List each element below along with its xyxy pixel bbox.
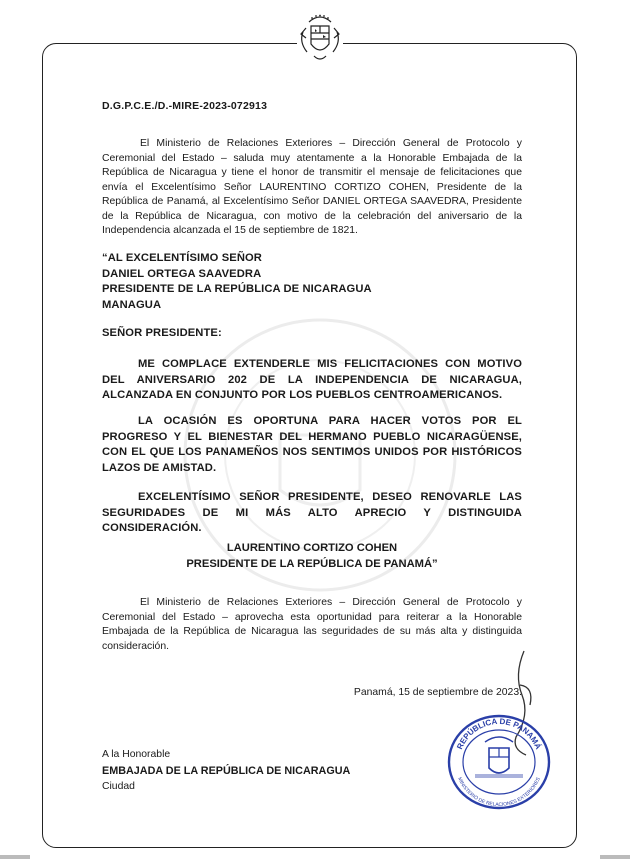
address-line: PRESIDENTE DE LA REPÚBLICA DE NICARAGUA [102, 283, 372, 296]
recipient-embassy: EMBAJADA DE LA REPÚBLICA DE NICARAGUA [102, 765, 351, 777]
address-line: “AL EXCELENTÍSIMO SEÑOR [102, 252, 262, 264]
recipient-block [102, 747, 350, 795]
signatory-name: LAURENTINO CORTIZO COHEN [226, 542, 398, 554]
document-date: Panamá, 15 de septiembre de 2023. [353, 687, 522, 698]
address-line: DANIEL ORTEGA SAAVEDRA [102, 267, 262, 280]
signature-block [102, 541, 522, 573]
recipient-line: A la Honorable [102, 749, 171, 760]
intro-paragraph: El Ministerio de Relaciones Exteriores – Dirección General de Protocolo y Ceremonial del Estado – saluda muy atentamente a la Honorable Embajada de la República de Nicaragua y tiene el honor de transmitir el mensaje de felicitaciones que envía el Excelentísimo Señor LAURENTINO CORTIZO COHEN, Presidente de la República de Panamá, al Excelentísimo Señor DANIEL ORTEGA SAAVEDRA, Presidente de la República de Nicaragua, con motivo de la celebración del aniversario de la Independencia alcanzada el 15 de septiembre de 1821. [102, 138, 522, 236]
crop-mark [0, 855, 30, 859]
seal-bottom-text: MINISTERIO DE RELACIONES EXTERIORES [456, 776, 542, 809]
recipient-line: Ciudad [102, 781, 135, 792]
message-paragraph: ME COMPLACE EXTENDERLE MIS FELICITACIONES CON MOTIVO DEL ANIVERSARIO 202 DE LA INDEPENDENCIA DE NICARAGUA, ALCANZADA EN CONJUNTO POR LOS PUEBLOS CENTROAMERICANOS. [102, 358, 522, 401]
address-block [102, 251, 372, 313]
closing-paragraph: El Ministerio de Relaciones Exteriores – Dirección General de Protocolo y Ceremonial del Estado – aprovecha esta oportunidad para reiterar a la Honorable Embajada de la República de Nicaragua las seguridades de su más alta y distinguida consideración. [102, 597, 522, 652]
message-paragraph: EXCELENTÍSIMO SEÑOR PRESIDENTE, DESEO RENOVARLE LAS SEGURIDADES DE MI MÁS ALTO APRECIO Y DISTINGUIDA CONSIDERACIÓN. [102, 491, 522, 534]
coat-of-arms-icon [297, 12, 343, 64]
signatory-title: PRESIDENTE DE LA REPÚBLICA DE PANAMÁ” [186, 557, 438, 570]
official-seal-icon [445, 712, 553, 812]
seal-top-text: REPÚBLICA DE PANAMÁ [455, 716, 543, 751]
crop-mark [600, 855, 630, 859]
message-paragraph: LA OCASIÓN ES OPORTUNA PARA HACER VOTOS POR EL PROGRESO Y EL BIENESTAR DEL HERMANO PUEBLO NICARAGÜENSE, CON EL QUE LOS PANAMEÑOS NOS SENTIMOS UNIDOS POR HISTÓRICOS LAZOS DE AMISTAD. [102, 415, 522, 474]
salutation: SEÑOR PRESIDENTE: [102, 327, 222, 339]
address-line: MANAGUA [102, 298, 162, 311]
document-reference: D.G.P.C.E./D.-MIRE-2023-072913 [102, 100, 268, 112]
